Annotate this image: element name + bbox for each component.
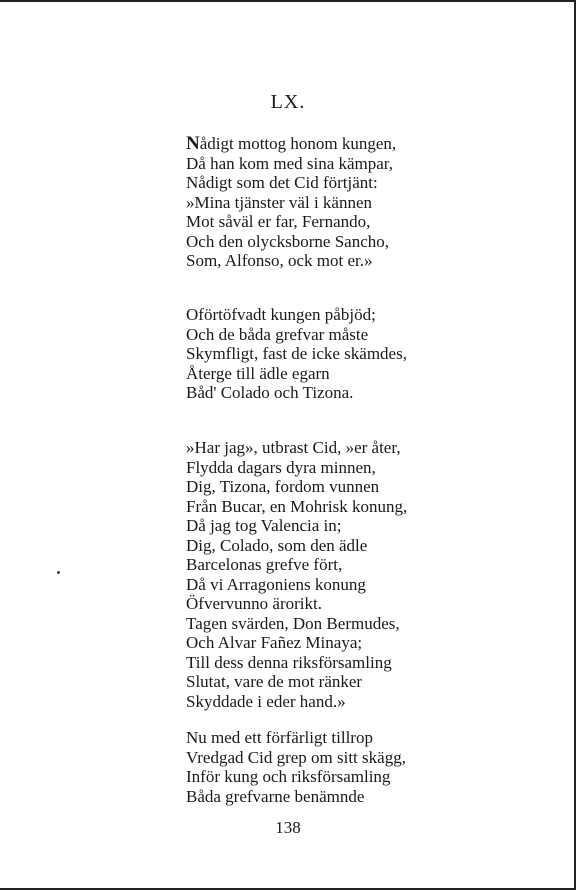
- verse-line: Då vi Arragoniens konung: [186, 574, 366, 594]
- verse-line: Då jag tog Valencia in;: [186, 516, 342, 535]
- verse-line: Som, Alfonso, ock mot er.»: [186, 251, 373, 270]
- verse-line: Till dess denna riksförsamling: [186, 652, 392, 672]
- verse-line: Mot såväl er far, Fernando,: [186, 212, 371, 231]
- verse-line: Flydda dagars dyra minnen,: [186, 457, 376, 477]
- verse-line: Och de båda grefvar måste: [186, 324, 369, 344]
- verse-line: Då han kom med sina kämpar,: [186, 153, 394, 173]
- verse-line: Vredgad Cid grep om sitt skägg,: [186, 747, 406, 767]
- verse-line: »Mina tjänster väl i kännen: [186, 192, 373, 212]
- verse-line: Skymfligt, fast de icke skämdes,: [186, 344, 407, 363]
- verse-line: Tagen svärden, Don Bermudes,: [186, 613, 400, 633]
- chapter-heading: LX.: [270, 91, 306, 113]
- verse-line: Nådigt som det Cid förtjänt:: [186, 173, 378, 192]
- verse-line: Inför kung och riksförsamling: [186, 767, 391, 786]
- stanza-4: [186, 728, 406, 806]
- verse-line: Barcelonas grefve fört,: [186, 555, 343, 574]
- stanza-1: [186, 134, 396, 271]
- stanza-3: [186, 438, 407, 711]
- verse-line: Från Bucar, en Mohrisk konung,: [186, 496, 408, 516]
- verse-line: Återge till ädle egarn: [186, 363, 330, 383]
- verse-line: Dig, Colado, som den ädle: [186, 535, 368, 555]
- verse-line: Slutat, vare de mot ränker: [186, 672, 363, 691]
- drop-cap: N: [186, 133, 200, 154]
- verse-line: Och den olycksborne Sancho,: [186, 231, 390, 251]
- verse-line: »Har jag», utbrast Cid, »er åter,: [186, 438, 401, 457]
- page-number: 138: [275, 818, 301, 837]
- verse-line: Öfvervunno ärorikt.: [186, 594, 322, 613]
- verse-line: Nu med ett förfärligt tillrop: [186, 728, 373, 747]
- ink-speck: [57, 571, 60, 574]
- verse-line: Skyddade i eder hand.»: [186, 691, 346, 711]
- verse-line: Och Alvar Fañez Minaya;: [186, 633, 363, 652]
- verse-line: Båd' Colado och Tizona.: [186, 383, 354, 402]
- verse-line: Båda grefvarne benämnde: [186, 786, 365, 806]
- verse-line: Nådigt mottog honom kungen,: [186, 133, 397, 154]
- stanza-2: [186, 305, 407, 403]
- verse-line: Oförtöfvadt kungen påbjöd;: [186, 305, 376, 324]
- verse-line: Dig, Tizona, fordom vunnen: [186, 477, 380, 496]
